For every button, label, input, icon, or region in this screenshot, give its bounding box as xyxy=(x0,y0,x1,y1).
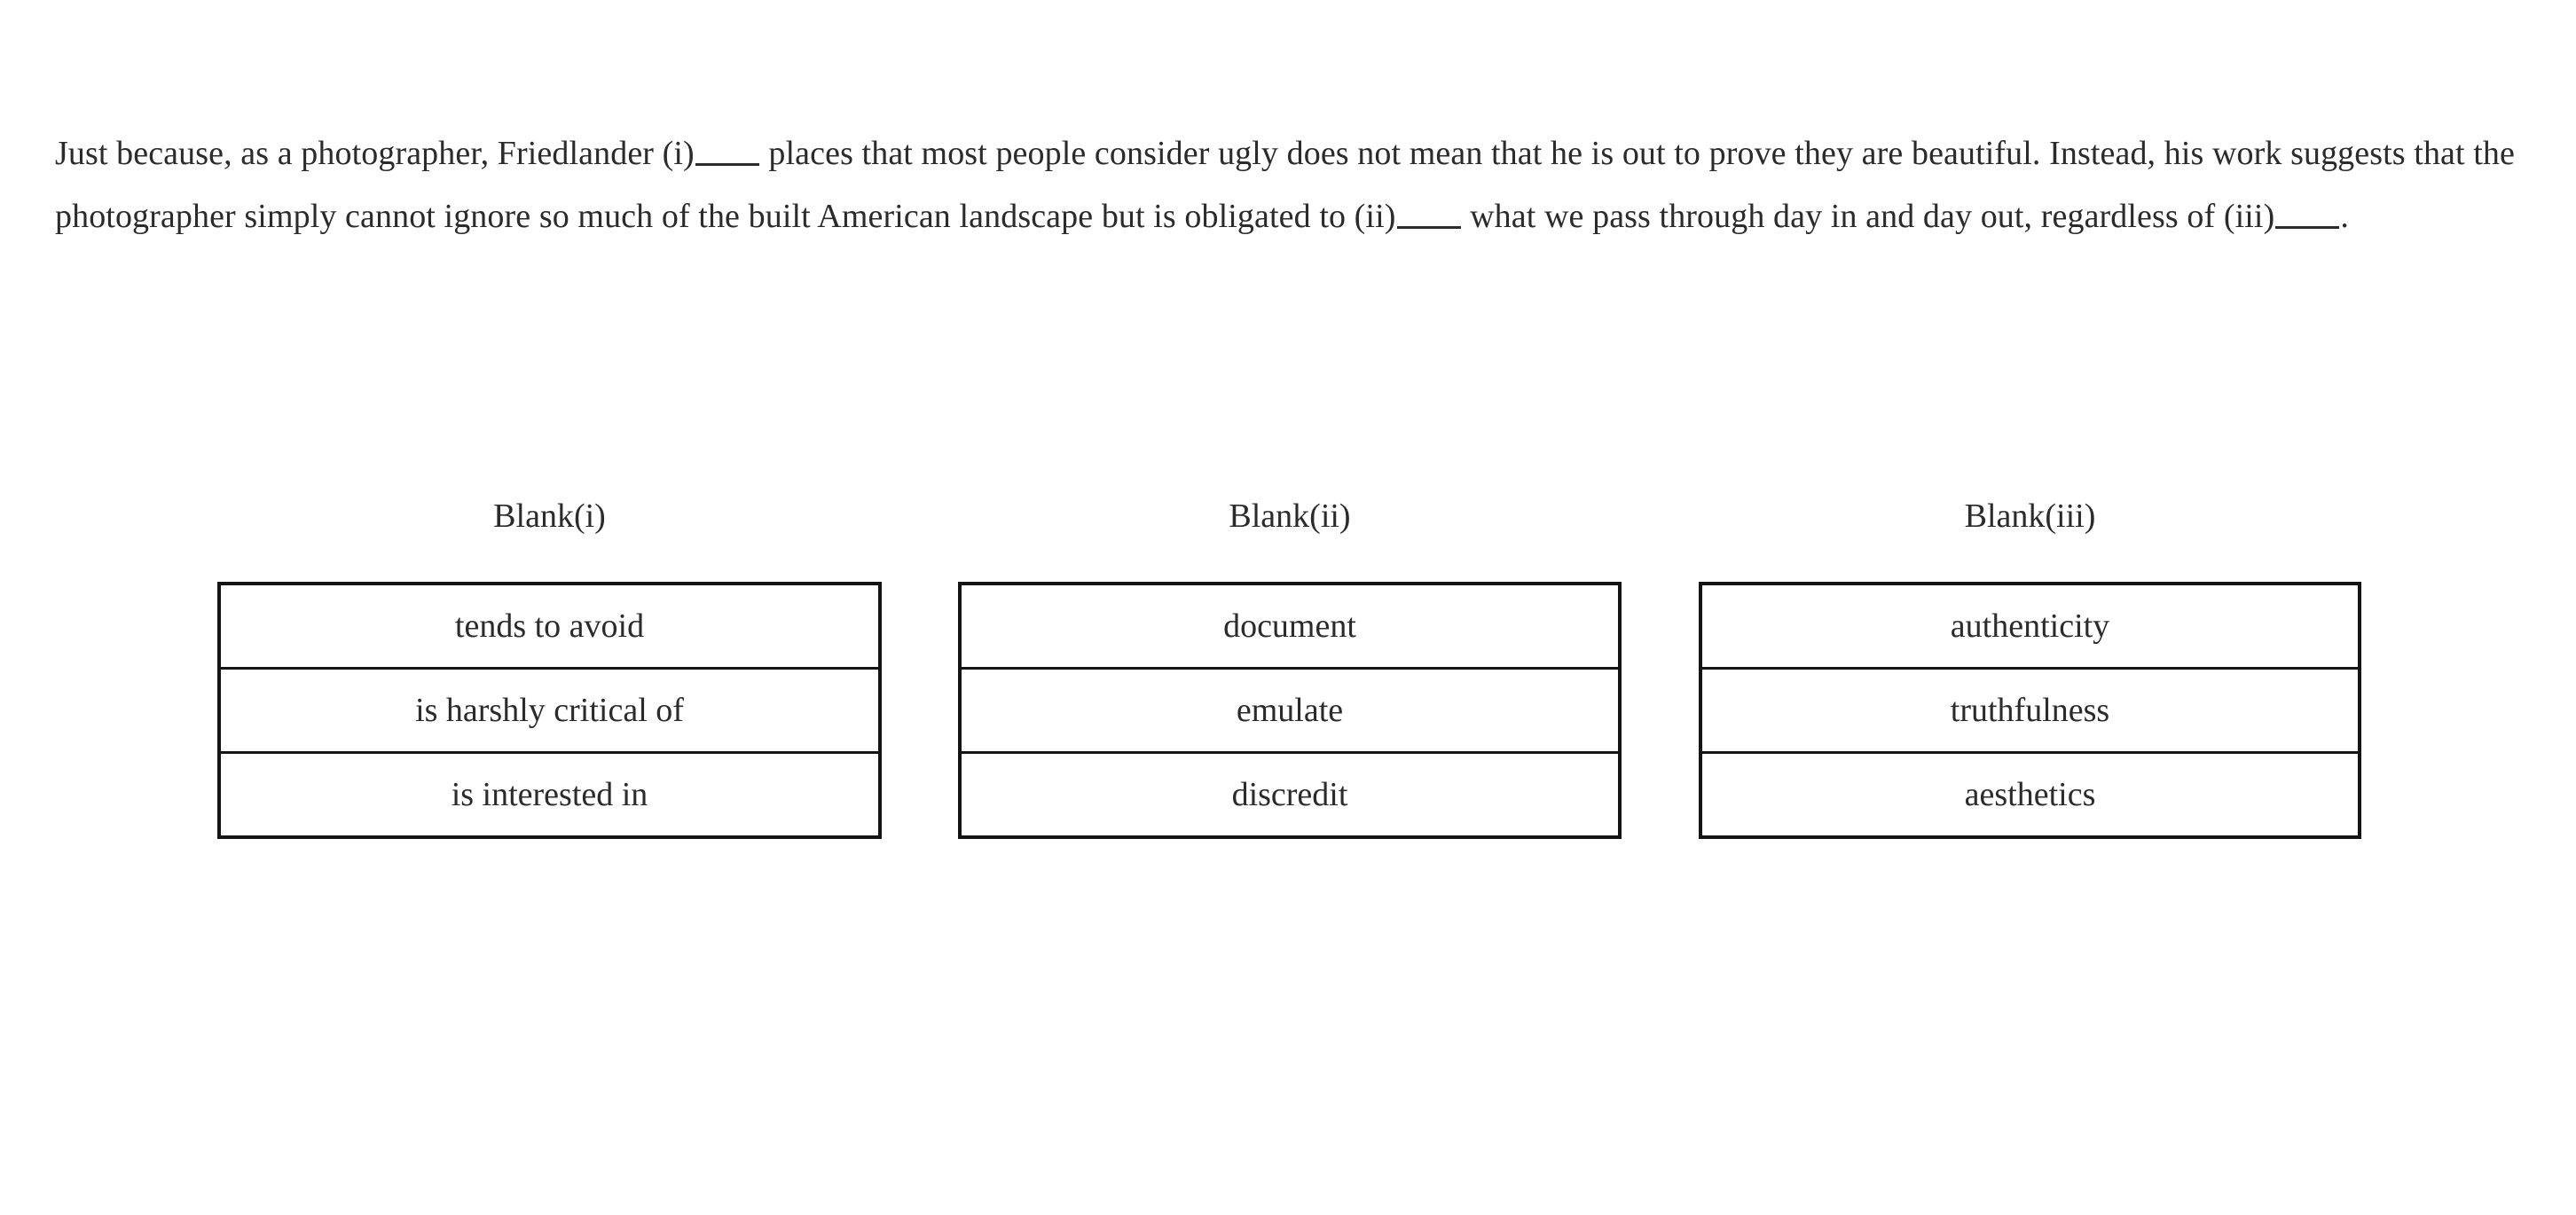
blank-i-options-table xyxy=(217,582,882,839)
blank-ii-header: Blank(ii) xyxy=(1229,498,1351,535)
blank-ii-underline xyxy=(1397,226,1461,229)
blank-iii-header: Blank(iii) xyxy=(1964,498,2096,535)
prompt-part-4: . xyxy=(2340,198,2349,235)
table-row xyxy=(219,669,880,753)
blank-group-i xyxy=(217,497,882,839)
blank-iii-options-table xyxy=(1699,582,2361,839)
answer-choices-area xyxy=(0,497,2576,905)
blank-group-iii xyxy=(1699,497,2361,839)
table-row xyxy=(219,753,880,838)
blank-i-option-1[interactable]: tends to avoid xyxy=(219,584,880,669)
table-row xyxy=(960,669,1620,753)
table-row xyxy=(1700,669,2360,753)
blank-ii-option-1[interactable]: document xyxy=(960,584,1620,669)
prompt-part-1: Just because, as a photographer, Friedlander (i) xyxy=(55,135,695,172)
blank-iii-underline xyxy=(2275,226,2339,229)
blank-i-option-2[interactable]: is harshly critical of xyxy=(219,669,880,753)
blank-ii-option-2[interactable]: emulate xyxy=(960,669,1620,753)
blank-iii-option-1[interactable]: authenticity xyxy=(1700,584,2360,669)
table-row xyxy=(960,753,1620,838)
blank-ii-option-3[interactable]: discredit xyxy=(960,753,1620,838)
table-row xyxy=(1700,584,2360,669)
prompt-part-3: what we pass through day in and day out, regardless of (iii) xyxy=(1461,198,2275,235)
blank-i-underline xyxy=(695,163,759,166)
question-prompt xyxy=(55,122,2530,248)
table-row xyxy=(219,584,880,669)
blank-ii-options-table xyxy=(958,582,1622,839)
blank-iii-option-3[interactable]: aesthetics xyxy=(1700,753,2360,838)
table-row xyxy=(960,584,1620,669)
blank-iii-option-2[interactable]: truthfulness xyxy=(1700,669,2360,753)
blank-group-ii xyxy=(958,497,1622,839)
table-row xyxy=(1700,753,2360,838)
blank-i-header: Blank(i) xyxy=(493,498,606,535)
prompt-part-2: places that most people consider ugly does not mean that he is out to prove they are beautiful. Instead, his work suggests that the photographer simply cannot ignore so much of the built American landscape but is obligated to (ii) xyxy=(55,135,2515,235)
blank-i-option-3[interactable]: is interested in xyxy=(219,753,880,838)
